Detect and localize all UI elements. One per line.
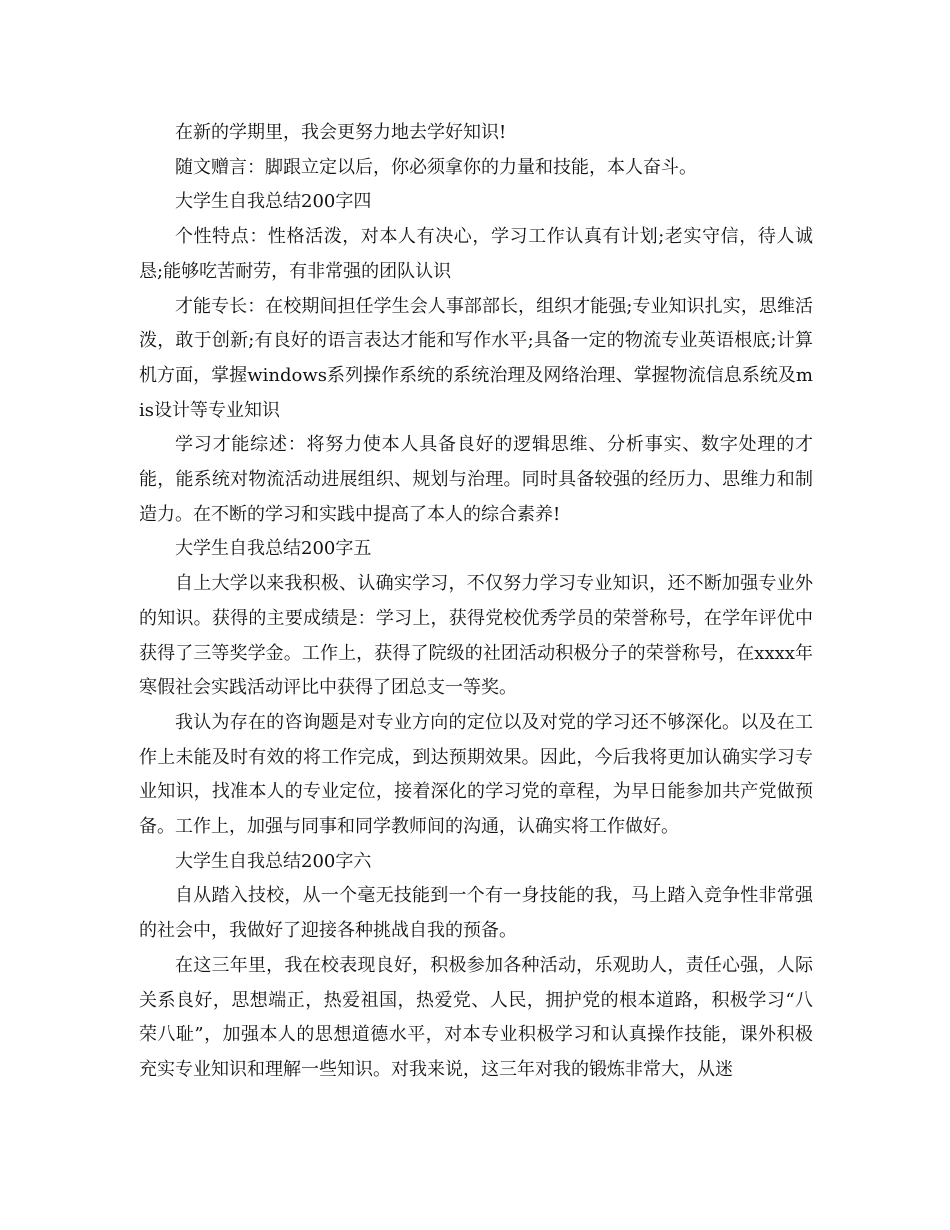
document-body [139,116,813,1088]
section-heading-five: 大学生自我总结200字五 [175,538,372,560]
paragraph-technical-school: 自从踏入技校，从一个毫无技能到一个有一身技能的我，马上踏入竞争性非常强的社会中，我做好了迎接各种挑战自我的预备。 [139,885,813,942]
paragraph-parting-words: 随文赠言：脚跟立定以后，你必须拿你的力量和技能，本人奋斗。 [175,156,697,178]
paragraph-skills: 才能专长：在校期间担任学生会人事部部长，组织才能强;专业知识扎实，思维活泼，敢于创新;有良好的语言表达才能和写作水平;具备一定的物流专业英语根底;计算机方面，掌握windows系列操作系统的系统治理及网络治理、掌握物流信息系统及mis设计等专业知识 [139,295,813,421]
paragraph-new-semester: 在新的学期里，我会更努力地去学好知识! [175,122,507,143]
paragraph-achievements: 自上大学以来我积极、认确实学习，不仅努力学习专业知识，还不断加强专业外的知识。获得的主要成绩是：学习上，获得党校优秀学员的荣誉称号，在学年评优中获得了三等奖学金。工作上，获得了院级的社团活动积极分子的荣誉称号，在xxxx年寒假社会实践活动评比中获得了团总支一等奖。 [139,573,813,699]
section-heading-six: 大学生自我总结200字六 [175,850,372,872]
paragraph-learning-ability: 学习才能综述：将努力使本人具备良好的逻辑思维、分析事实、数字处理的才能，能系统对物流活动进展组织、规划与治理。同时具备较强的经历力、思维力和制造力。在不断的学习和实践中提高了本人的综合素养! [139,434,813,525]
paragraph-problems: 我认为存在的咨询题是对专业方向的定位以及对党的学习还不够深化。以及在工作上未能及时有效的将工作完成，到达预期效果。因此，今后我将更加认确实学习专业知识，找准本人的专业定位，接着深化的学习党的章程，为早日能参加共产党做预备。工作上，加强与同事和同学教师间的沟通，认确实将工作做好。 [139,711,813,838]
paragraph-personality: 个性特点：性格活泼，对本人有决心，学习工作认真有计划;老实守信，待人诚恳;能够吃苦耐劳，有非常强的团队认识 [139,226,813,282]
paragraph-three-years: 在这三年里，我在校表现良好，积极参加各种活动，乐观助人，责任心强，人际关系良好，思想端正，热爱祖国，热爱党、人民，拥护党的根本道路，积极学习“八荣八耻”，加强本人的思想道德水平，对本专业积极学习和认真操作技能，课外积极充实专业知识和理解一些知识。对我来说，这三年对我的锻炼非常大，从迷 [139,954,813,1080]
section-heading-four: 大学生自我总结200字四 [175,191,372,213]
